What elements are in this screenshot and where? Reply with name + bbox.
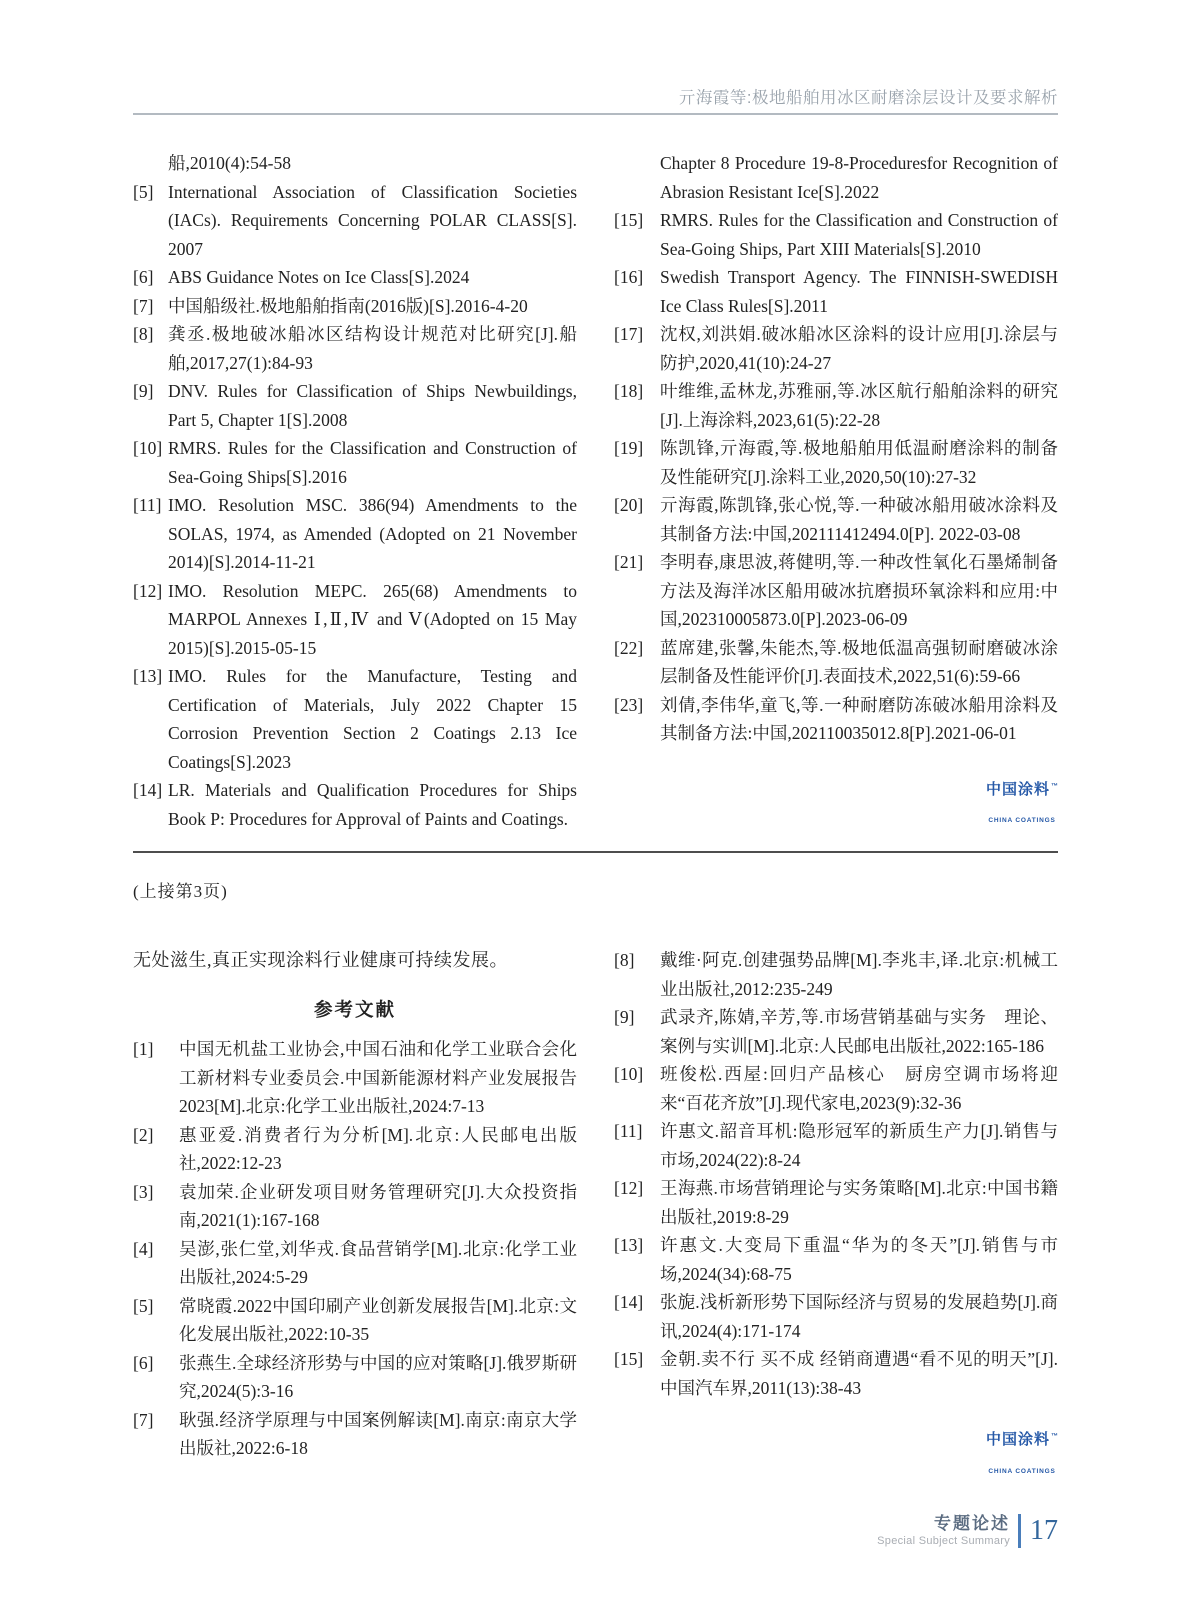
reference-text: Swedish Transport Agency. The FINNISH-SWEDISH Ice Class Rules[S].2011	[660, 267, 1058, 316]
reference-text: 沈权,刘洪娟.破冰船冰区涂料的设计应用[J].涂层与防护,2020,41(10):24-27	[660, 324, 1058, 373]
reference-text: 中国无机盐工业协会,中国石油和化学工业联合会化工新材料专业委员会.中国新能源材料产业发展报告2023[M].北京:化学工业出版社,2024:7-13	[179, 1039, 577, 1116]
top-right-column	[614, 149, 1058, 851]
reference-item	[614, 1345, 1058, 1402]
reference-label: [11]	[614, 1121, 643, 1141]
reference-item	[614, 946, 1058, 1003]
reference-text: IMO. Resolution MEPC. 265(68) Amendments to MARPOL Annexes Ⅰ,Ⅱ,Ⅳ and Ⅴ(Adopted on 15 May 2015)[S].2015-05-15	[168, 580, 577, 658]
reference-label: [9]	[133, 381, 154, 401]
lead-paragraph: 无处滋生,真正实现涂料行业健康可持续发展。	[133, 950, 508, 970]
reference-label: [4]	[133, 1238, 154, 1259]
top-section	[133, 149, 1058, 851]
reference-text: 常晓霞.2022中国印刷产业创新发展报告[M].北京:文化发展出版社,2022:10-35	[179, 1295, 577, 1344]
reference-label: [21]	[614, 552, 644, 572]
reference-label: [20]	[614, 495, 644, 515]
reference-list	[133, 178, 577, 834]
reference-text: IMO. Resolution MSC. 386(94) Amendments to the SOLAS, 1974, as Amended (Adopted on 21 November 2014)[S].2014-11-21	[168, 495, 577, 572]
reference-label: [22]	[614, 637, 644, 658]
reference-item	[133, 577, 577, 663]
reference-label: [10]	[614, 1064, 644, 1084]
logo-en-text: CHINA COATINGS	[988, 817, 1056, 824]
reference-item	[614, 1174, 1058, 1231]
reference-item	[614, 320, 1058, 377]
footer-section-cn: 专题论述	[934, 1514, 1010, 1533]
reference-item	[614, 1060, 1058, 1117]
footer-section-labels	[877, 1514, 1010, 1548]
reference-label: [7]	[133, 1409, 154, 1430]
reference-item	[133, 662, 577, 776]
reference-list	[133, 1035, 577, 1463]
reference-text: 张燕生.全球经济形势与中国的应对策略[J].俄罗斯研究,2024(5):3-16	[179, 1352, 577, 1401]
reference-item	[133, 491, 577, 577]
reference-text: 武录齐,陈婧,辛芳,等.市场营销基础与实务 理论、案例与实训[M].北京:人民邮电出版社,2022:165-186	[660, 1007, 1058, 1056]
reference-text: 蓝席建,张馨,朱能杰,等.极地低温高强韧耐磨破冰涂层制备及性能评价[J].表面技术,2022,51(6):59-66	[660, 637, 1058, 686]
reference-text: DNV. Rules for Classification of Ships Newbuildings, Part 5, Chapter 1[S].2008	[168, 381, 577, 430]
reference-text: ABS Guidance Notes on Ice Class[S].2024	[168, 267, 470, 287]
reference-item	[133, 776, 577, 833]
reference-item	[133, 434, 577, 491]
logo-cn-text: 中国涂料™	[985, 780, 1059, 798]
reference-text: 惠亚爱.消费者行为分析[M].北京:人民邮电出版社,2022:12-23	[179, 1124, 577, 1173]
reference-label: [15]	[614, 210, 644, 230]
reference-label: [14]	[614, 1292, 644, 1312]
bottom-section	[133, 946, 1058, 1481]
reference-text: 班俊松.西屋:回归产品核心 厨房空调市场将迎来“百花齐放”[J].现代家电,2023(9):32-36	[660, 1064, 1058, 1113]
reference-item	[133, 178, 577, 264]
reference-item	[614, 206, 1058, 263]
reference-label: [10]	[133, 438, 163, 458]
reference-label: [12]	[614, 1178, 644, 1198]
reference-label: [6]	[133, 267, 154, 287]
reference-item	[614, 491, 1058, 548]
china-coatings-logo	[614, 774, 1058, 831]
reference-text: 戴维·阿克.创建强势品牌[M].李兆丰,译.北京:机械工业出版社,2012:235-249	[660, 950, 1058, 999]
reference-item	[614, 1003, 1058, 1060]
top-left-column	[133, 149, 577, 851]
reference-label: [13]	[614, 1235, 644, 1255]
trademark-mark: ™	[1051, 1433, 1059, 1440]
reference-item	[614, 634, 1058, 691]
reference-list	[614, 206, 1058, 748]
reference-text: 耿强.经济学原理与中国案例解读[M].南京:南京大学出版社,2022:6-18	[179, 1409, 577, 1458]
reference-item	[133, 1121, 577, 1178]
reference-item	[133, 1292, 577, 1349]
reference-text: 王海燕.市场营销理论与实务策略[M].北京:中国书籍出版社,2019:8-29	[660, 1178, 1058, 1227]
continuation-note: (上接第3页)	[133, 882, 228, 901]
reference-label: [17]	[614, 324, 644, 344]
reference-item	[614, 377, 1058, 434]
reference-item	[614, 263, 1058, 320]
reference-item	[133, 1235, 577, 1292]
bottom-left-column	[133, 946, 577, 1481]
reference-item	[614, 1117, 1058, 1174]
reference-item	[614, 691, 1058, 748]
trademark-mark: ™	[1051, 782, 1059, 790]
logo-en-text: CHINA COATINGS	[988, 1467, 1056, 1475]
reference-item	[133, 1035, 577, 1121]
bottom-right-column	[614, 946, 1058, 1481]
reference-item	[614, 434, 1058, 491]
brand-logo	[986, 774, 1058, 831]
carryover-text: Chapter 8 Procedure 19-8-Proceduresfor Recognition of Abrasion Resistant Ice[S].2022	[660, 153, 1058, 202]
china-coatings-logo	[614, 1424, 1058, 1481]
reference-text: 亓海霞,陈凯锋,张心悦,等.一种破冰船用破冰涂料及其制备方法:中国,202111412494.0[P]. 2022-03-08	[660, 495, 1058, 544]
reference-item	[133, 320, 577, 377]
reference-text: IMO. Rules for the Manufacture, Testing and Certification of Materials, July 2022 Chapter 15 Corrosion Prevention Section 2 Coatings 2.13 Ice Coatings[S].2023	[168, 666, 577, 772]
reference-text: LR. Materials and Qualification Procedures for Ships Book P: Procedures for Approval of Paints and Coatings.	[168, 780, 577, 829]
references-heading: 参考文献	[313, 1000, 396, 1021]
reference-label: [6]	[133, 1352, 154, 1373]
reference-text: 中国船级社.极地船舶指南(2016版)[S].2016-4-20	[168, 295, 528, 316]
reference-label: [2]	[133, 1124, 154, 1145]
reference-text: 许惠文.大变局下重温“华为的冬天”[J].销售与市场,2024(34):68-75	[660, 1235, 1058, 1284]
reference-label: [11]	[133, 495, 162, 515]
reference-item	[133, 263, 577, 292]
reference-label: [3]	[133, 1181, 154, 1202]
reference-text: 叶维维,孟林龙,苏雅丽,等.冰区航行船舶涂料的研究[J].上海涂料,2023,61(5):22-28	[660, 381, 1058, 430]
reference-text: International Association of Classification Societies (IACs). Requirements Concerning POLAR CLASS[S]. 2007	[168, 181, 577, 259]
reference-label: [14]	[133, 780, 163, 800]
reference-label: [8]	[133, 324, 154, 344]
reference-item	[133, 1178, 577, 1235]
reference-label: [16]	[614, 267, 644, 287]
section-divider	[133, 851, 1058, 853]
brand-logo	[986, 1424, 1058, 1481]
reference-item	[133, 1406, 577, 1463]
reference-list	[614, 946, 1058, 1402]
carryover-text: 船,2010(4):54-58	[168, 153, 291, 173]
reference-label: [15]	[614, 1349, 644, 1369]
reference-text: 金朝.卖不行 买不成 经销商遭遇“看不见的明天”[J].中国汽车界,2011(13):38-43	[660, 1349, 1058, 1398]
reference-label: [8]	[614, 950, 635, 970]
reference-label: [18]	[614, 381, 644, 401]
reference-item	[133, 377, 577, 434]
reference-item	[133, 292, 577, 321]
running-title: 亓海霞等:极地船舶用冰区耐磨涂层设计及要求解析	[678, 89, 1058, 107]
reference-label: [1]	[133, 1039, 154, 1059]
reference-label: [19]	[614, 438, 644, 458]
reference-item	[614, 1231, 1058, 1288]
reference-text: 陈凯锋,亓海霞,等.极地船舶用低温耐磨涂料的制备及性能研究[J].涂料工业,2020,50(10):27-32	[660, 438, 1058, 487]
reference-text: 张旎.浅析新形势下国际经济与贸易的发展趋势[J].商讯,2024(4):171-174	[660, 1292, 1058, 1341]
reference-text: 李明春,康思波,蒋健明,等.一种改性氧化石墨烯制备方法及海洋冰区船用破冰抗磨损环氧涂料和应用:中国,202310005873.0[P].2023-06-09	[660, 552, 1058, 629]
reference-text: 龚丞.极地破冰船冰区结构设计规范对比研究[J].船舶,2017,27(1):84-93	[168, 324, 577, 373]
page-footer	[877, 1514, 1058, 1548]
reference-label: [23]	[614, 694, 644, 715]
reference-label: [12]	[133, 580, 163, 601]
logo-cn-text: 中国涂料™	[985, 1431, 1059, 1448]
running-head	[133, 0, 1058, 115]
reference-label: [9]	[614, 1007, 635, 1027]
reference-text: 许惠文.韶音耳机:隐形冠军的新质生产力[J].销售与市场,2024(22):8-24	[660, 1121, 1058, 1170]
reference-label: [5]	[133, 1295, 154, 1316]
reference-text: 吴澎,张仁堂,刘华戎.食品营销学[M].北京:化学工业出版社,2024:5-29	[179, 1238, 577, 1287]
reference-label: [13]	[133, 666, 163, 686]
reference-text: 袁加荣.企业研发项目财务管理研究[J].大众投资指南,2021(1):167-168	[179, 1181, 577, 1230]
footer-section-en: Special Subject Summary	[877, 1535, 1010, 1547]
page-number: 17	[1030, 1515, 1058, 1546]
footer-divider-bar	[1018, 1514, 1021, 1548]
reference-item	[614, 548, 1058, 634]
reference-item	[133, 1349, 577, 1406]
reference-label: [7]	[133, 295, 154, 316]
reference-item	[614, 1288, 1058, 1345]
reference-label: [5]	[133, 181, 154, 202]
reference-text: 刘倩,李伟华,童飞,等.一种耐磨防冻破冰船用涂料及其制备方法:中国,202110035012.8[P].2021-06-01	[660, 694, 1058, 743]
reference-text: RMRS. Rules for the Classification and Construction of Sea-Going Ships[S].2016	[168, 438, 577, 487]
reference-text: RMRS. Rules for the Classification and Construction of Sea-Going Ships, Part XIII Materials[S].2010	[660, 210, 1058, 259]
